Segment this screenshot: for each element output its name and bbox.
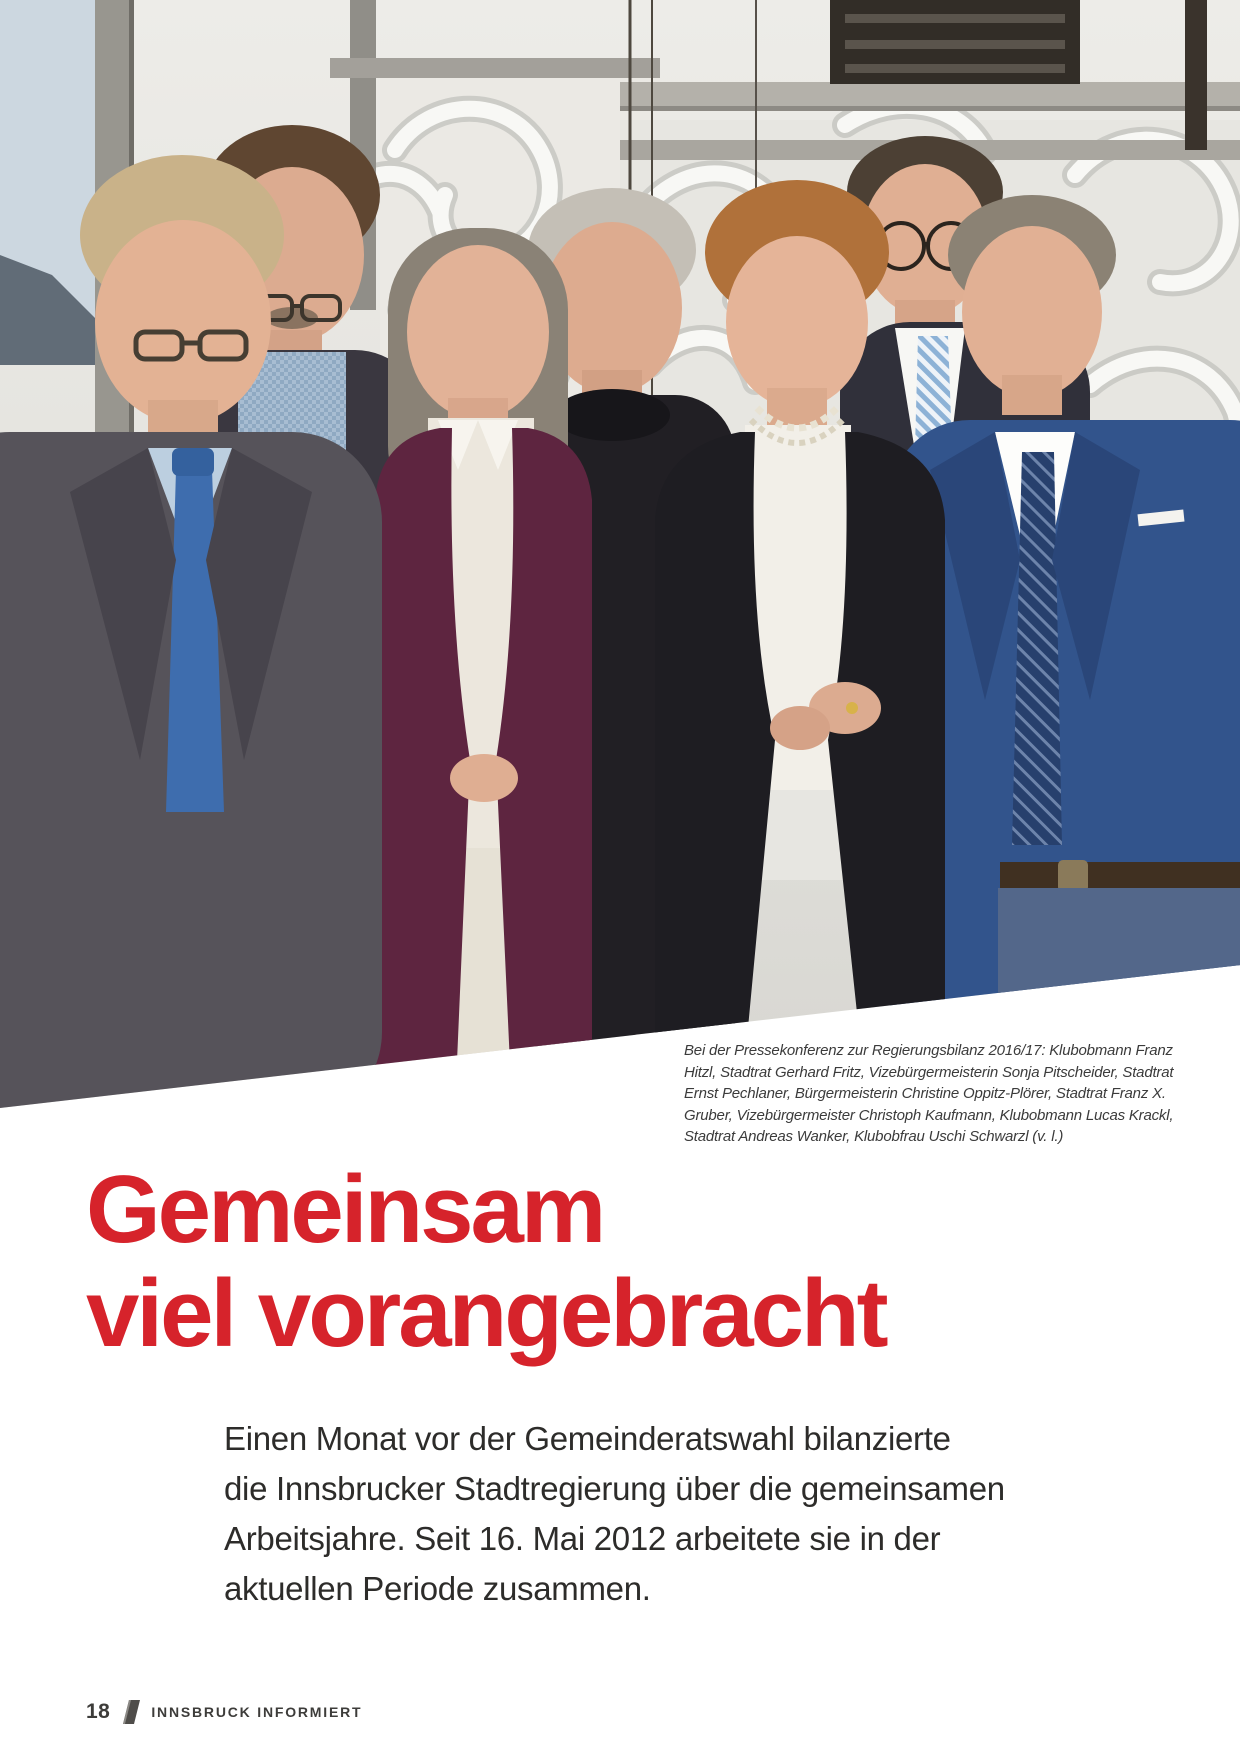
caption-line: Ernst Pechlaner, Bürgermeisterin Christine Oppitz-Plörer, Stadtrat Franz X.: [684, 1085, 1166, 1102]
photo-caption: [684, 1040, 1204, 1148]
intro-line: Arbeitsjahre. Seit 16. Mai 2012 arbeitete sie in der: [224, 1520, 941, 1557]
article-intro: [224, 1414, 1184, 1614]
caption-line: Gruber, Vizebürgermeister Christoph Kaufmann, Klubobmann Lucas Krackl,: [684, 1106, 1174, 1124]
caption-line: Stadtrat Andreas Wanker, Klubobfrau Uschi Schwarzl (v. l.): [684, 1128, 1064, 1145]
caption-line: Hitzl, Stadtrat Gerhard Fritz, Vizebürgermeisterin Sonja Pitscheider, Stadtrat: [684, 1063, 1174, 1081]
slash-icon: [123, 1700, 140, 1724]
headline-line-1: Gemeinsam: [86, 1156, 604, 1263]
intro-line: aktuellen Periode zusammen.: [224, 1570, 651, 1607]
page-footer: [86, 1698, 362, 1726]
page-number: 18: [86, 1700, 111, 1723]
headline-line-2: viel vorangebracht: [86, 1260, 886, 1367]
caption-line: Bei der Pressekonferenz zur Regierungsbilanz 2016/17: Klubobmann Franz: [684, 1042, 1173, 1059]
intro-line: Einen Monat vor der Gemeinderatswahl bilanzierte: [224, 1420, 951, 1457]
intro-line: die Innsbrucker Stadtregierung über die gemeinsamen: [224, 1470, 1005, 1507]
article-headline: [86, 1158, 1186, 1366]
magazine-name: INNSBRUCK INFORMIERT: [151, 1704, 363, 1720]
person-figure-3: [375, 228, 592, 1108]
